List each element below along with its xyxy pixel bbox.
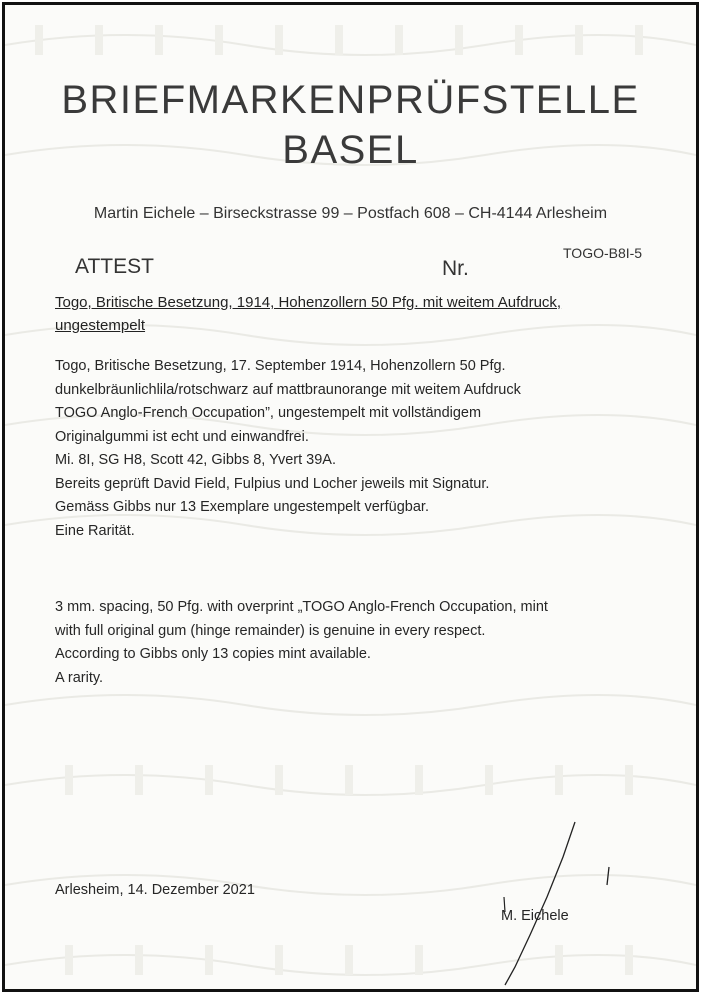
text-line: Originalgummi ist echt und einwandfrei. bbox=[55, 428, 309, 445]
text-line: with full original gum (hinge remainder) is genuine in every respect. bbox=[55, 622, 486, 639]
certificate-page bbox=[2, 2, 699, 992]
text-line: Bereits geprüft David Field, Fulpius und Locher jeweils mit Signatur. bbox=[55, 475, 490, 492]
institute-title-line2: BASEL bbox=[282, 128, 419, 172]
handwritten-signature bbox=[475, 817, 625, 987]
subject-line: ungestempelt bbox=[55, 317, 146, 334]
number-label: Nr. bbox=[442, 257, 469, 280]
text-line: Togo, Britische Besetzung, 17. September 1914, Hohenzollern 50 Pfg. bbox=[55, 358, 506, 374]
signer-name: M. Eichele bbox=[501, 908, 569, 924]
place-and-date: Arlesheim, 14. Dezember 2021 bbox=[55, 882, 255, 898]
text-line: A rarity. bbox=[55, 669, 104, 686]
institute-title-line1: BRIEFMARKENPRÜFSTELLE bbox=[61, 78, 640, 122]
text-line: dunkelbräunlichlila/rotschwarz auf mattbraunorange mit weitem Aufdruck bbox=[55, 381, 521, 398]
text-line: Eine Rarität. bbox=[55, 522, 135, 539]
certificate-number: TOGO-B8I-5 bbox=[563, 245, 643, 261]
text-line: Mi. 8I, SG H8, Scott 42, Gibbs 8, Yvert 39A. bbox=[55, 452, 337, 468]
attest-label: ATTEST bbox=[75, 255, 154, 278]
german-description bbox=[55, 355, 665, 543]
text-line: Gemäss Gibbs nur 13 Exemplare ungestempelt verfügbar. bbox=[55, 499, 429, 515]
subject-heading bbox=[55, 291, 655, 337]
institute-title bbox=[5, 75, 696, 175]
english-description bbox=[55, 596, 665, 690]
text-line: TOGO Anglo-French Occupation”, ungestempelt mit vollständigem bbox=[55, 405, 482, 421]
subject-line: Togo, Britische Besetzung, 1914, Hohenzollern 50 Pfg. mit weitem Aufdruck, bbox=[55, 294, 562, 311]
institute-address: Martin Eichele – Birseckstrasse 99 – Postfach 608 – CH-4144 Arlesheim bbox=[93, 205, 608, 222]
text-line: According to Gibbs only 13 copies mint available. bbox=[55, 646, 371, 662]
text-line: 3 mm. spacing, 50 Pfg. with overprint „TOGO Anglo-French Occupation, mint bbox=[55, 599, 548, 615]
